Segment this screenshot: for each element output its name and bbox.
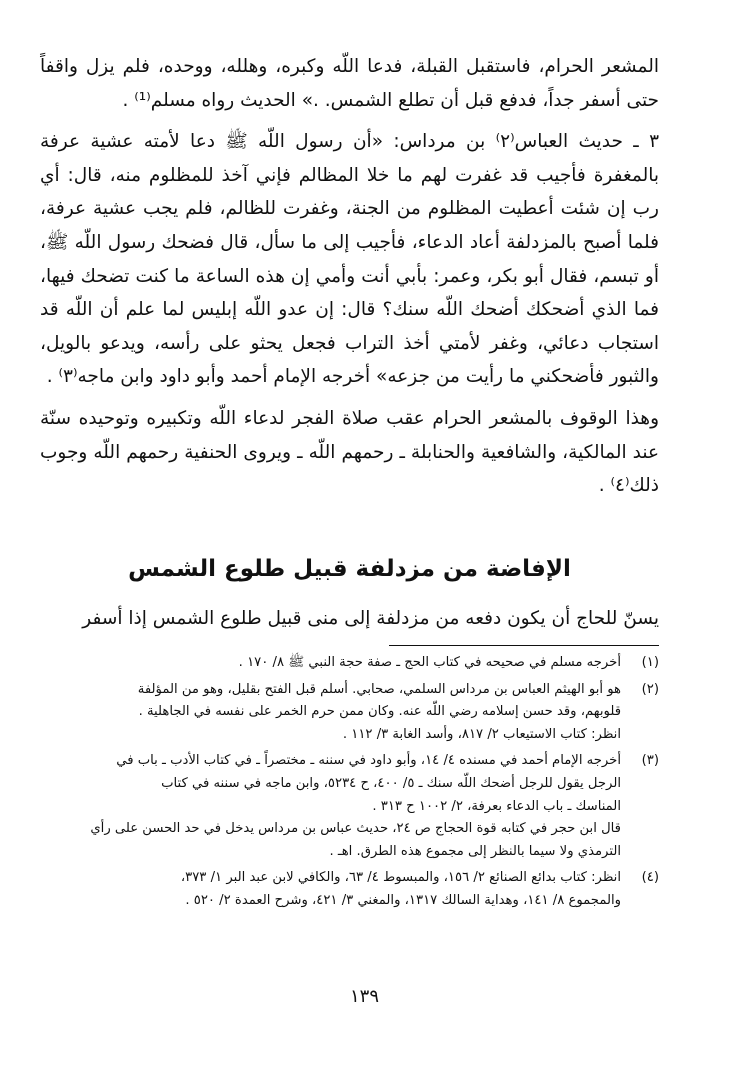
footnote-line: انظر: كتاب الاستيعاب ٢/ ٨١٧، وأسد الغابة ٣/ ١١٢ .	[342, 726, 621, 742]
footnote-text	[40, 679, 621, 747]
footnote-line: الرجل يقول للرجل أضحك اللّه سنك ـ ٥/ ٤٠٠، ح ٥٢٣٤، وابن ماجه في سننه في كتاب	[161, 775, 621, 791]
main-text	[40, 50, 659, 511]
footnote-line: أخرجه مسلم في صحيحه في كتاب الحج ـ صفة حجة النبي ﷺ ٨/ ١٧٠ .	[238, 655, 621, 670]
footnote-number: (٢)	[641, 681, 659, 697]
footnote-text	[40, 867, 621, 912]
footnote-line: هو أبو الهيثم العباس بن مرداس السلمي، صحابي. أسلم قبل الفتح بقليل، وهو من المؤلفة	[137, 681, 621, 697]
section-heading: الإفاضة من مزدلفة قبيل طلوع الشمس	[128, 556, 571, 582]
footnote-line: قال ابن حجر في كتابه قوة الحجاج ص ٢٤، حديث عباس بن مرداس يدخل في حد الحسن على رأي	[90, 821, 621, 837]
paragraph: وهذا الوقوف بالمشعر الحرام عقب صلاة الفجر لدعاء اللّه وتكبيره وتوحيده سنّة عند المالكية، والشافعية والحنابلة ـ رحمهم اللّه ـ ويروى الحنفية رحمهم اللّه وجوب ذلك⁽٤⁾ .	[40, 407, 659, 497]
paragraph: المشعر الحرام، فاستقبل القبلة، فدعا اللّه وكبره، وهلله، ووحده، فلم يزل واقفاً حتى أسفر جداً، فدفع قبل أن تطلع الشمس. .» الحديث رواه مسلم⁽¹⁾ .	[40, 56, 659, 111]
footnote	[40, 867, 659, 912]
footnote-number: (١)	[641, 655, 659, 670]
paragraph: ٣ ـ حديث العباس⁽٢⁾ بن مرداس: «أن رسول اللّه ﷺ دعا لأمته عشية عرفة بالمغفرة فأجيب قد غفرت لهم ما خلا المظالم فإني آخذ للمظلوم منه، قال: أي رب إن شئت أعطيت المظلوم من الجنة، وغفرت للظالم، فلم يجب عشية عرفة، فلما أصبح بالمزدلفة أعاد الدعاء، فأجيب إلى ما سأل، قال فضحك رسول اللّه ﷺ، أو تبسم، فقال أبو بكر، وعمر: بأبي أنت وأمي إن هذه الساعة ما كنت تضحك فيها، فما الذي أضحكك أضحك اللّه سنك؟ قال: إن عدو اللّه إبليس لما علم أن اللّه قد استجاب دعائي، وغفر لأمتي أخذ التراب فجعل يحثو على رأسه، ويدعو بالويل، والثبور فأضحكني ما رأيت من جزعه» أخرجه الإمام أحمد وأبو داود وابن ماجه⁽٣⁾ .	[40, 131, 659, 388]
footnote	[40, 750, 659, 863]
footnote-line: قلوبهم، وقد حسن إسلامه رضي اللّه عنه. وكان ممن حرم الخمر على نفسه في الجاهلية .	[138, 704, 621, 720]
footnotes	[40, 652, 659, 917]
footnote-text	[40, 750, 621, 863]
footnote-number: (٤)	[641, 870, 659, 886]
footnote-line: أخرجه الإمام أحمد في مسنده ٤/ ١٤، وأبو داود في سننه ـ مختصراً ـ في كتاب الأدب ـ باب في	[116, 753, 621, 769]
footnote	[40, 679, 659, 747]
footnote-number: (٣)	[641, 753, 659, 769]
footnote-line: والمجموع ٨/ ١٤١، وهداية السالك ١٣١٧، والمغني ٣/ ٤٢١، وشرح العمدة ٢/ ٥٢٠ .	[185, 892, 621, 908]
section-lead-text: يسنّ للحاج أن يكون دفعه من مزدلفة إلى منى قبيل طلوع الشمس إذا أسفر	[82, 608, 659, 629]
footnote-line: انظر: كتاب بدائع الصنائع ٢/ ١٥٦، والمبسوط ٤/ ٦٣، والكافي لابن عبد البر ١/ ٣٧٣،	[180, 870, 621, 886]
footnote	[40, 652, 659, 675]
footnote-line: الترمذي ولا سيما بالنظر إلى مجموع هذه الطرق. اهـ .	[329, 843, 621, 859]
footnote-divider	[389, 645, 659, 646]
footnote-text	[40, 652, 621, 675]
page-number: ١٣٩	[349, 986, 379, 1007]
footnote-line: المناسك ـ باب الدعاء بعرفة، ٢/ ١٠٠٢ ح ٣١٣ .	[372, 798, 621, 814]
